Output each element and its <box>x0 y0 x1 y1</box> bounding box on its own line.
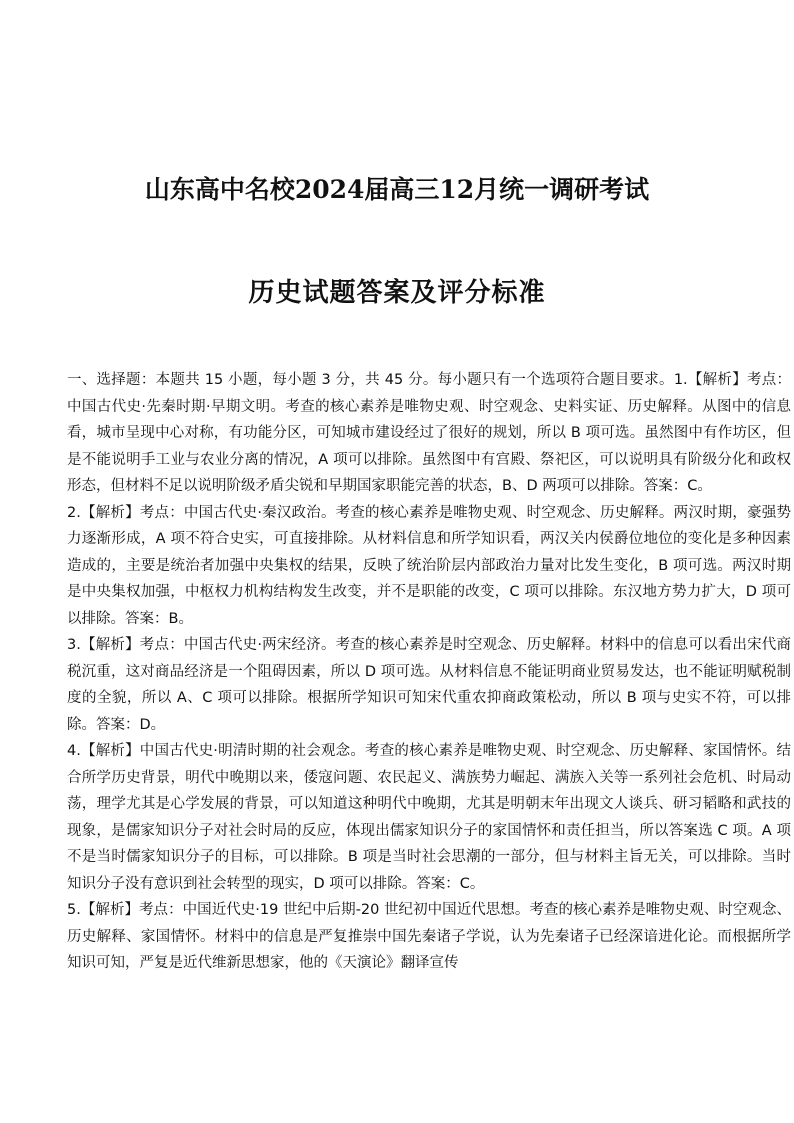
answer-paragraph-3: 3.【解析】考点：中国古代史·两宋经济。考查的核心素养是时空观念、历史解释。材料中的信息可以看出宋代商税沉重，这对商品经济是一个阻碍因素，所以 D 项可选。从材料信息不能证明商业贸易发达，也不能证明赋税制度的全貌，所以 A、C 项可以排除。根据所学知识可知宋代重农抑商政策松动，所以 B 项与史实不符，可以排除。答案：D。 <box>67 637 791 733</box>
answer-paragraph-2: 2.【解析】考点：中国古代史·秦汉政治。考查的核心素养是唯物史观、时空观念、历史解释。两汉时期，豪强势力逐渐形成，A 项不符合史实，可直接排除。从材料信息和所学知识看，两汉关内侯爵位地位的变化是多种因素造成的，主要是统治者加强中央集权的结果，反映了统治阶层内部政治力量对比发生变化，B 项可选。两汉时期是中央集权加强，中枢权力机构结构发生改变，并不是职能的改变，C 项可以排除。东汉地方势力扩大，D 项可以排除。答案：B。 <box>67 504 791 627</box>
answer-paragraph-5: 5.【解析】考点：中国近代史·19 世纪中后期-20 世纪初中国近代思想。考查的核心素养是唯物史观、时空观念、历史解释、家国情怀。材料中的信息是严复推崇中国先秦诸子学说，认为先秦诸子已经深谙进化论。而根据所学知识可知，严复是近代维新思想家，他的《天演论》翻译宣传 <box>67 902 791 971</box>
answer-body <box>67 367 791 977</box>
document-title: 山东高中名校2024届高三12月统一调研考试 <box>144 175 650 204</box>
answer-paragraph-1: 一、选择题：本题共 15 小题，每小题 3 分，共 45 分。每小题只有一个选项符合题目要求。1.【解析】考点：中国古代史·先秦时期·早期文明。考查的核心素养是唯物史观、时空观念、史料实证、历史解释。从图中的信息看，城市呈现中心对称，有功能分区，可知城市建设经过了很好的规划，所以 B 项可选。虽然图中有作坊区，但是不能说明手工业与农业分离的情况，A 项可以排除。虽然图中有宫殿、祭祀区，可以说明具有阶级分化和政权形态，但材料不足以说明阶级矛盾尖锐和早期国家职能完善的状态，B、D 两项可以排除。答案：C。 <box>67 372 791 494</box>
answer-paragraph-4: 4.【解析】中国古代史·明清时期的社会观念。考查的核心素养是唯物史观、时空观念、历史解释、家国情怀。结合所学历史背景，明代中晚期以来，倭寇问题、农民起义、满族势力崛起、满族入关等一系列社会危机、时局动荡，理学尤其是心学发展的背景，可以知道这种明代中晚期，尤其是明朝末年出现文人谈兵、研习韬略和武技的现象，是儒家知识分子对社会时局的反应，体现出儒家知识分子的家国情怀和责任担当，所以答案选 C 项。A 项不是当时儒家知识分子的目标，可以排除。B 项是当时社会思潮的一部分，但与材料主旨无关，可以排除。当时知识分子没有意识到社会转型的现实，D 项可以排除。答案：C。 <box>67 743 791 892</box>
document-subtitle: 历史试题答案及评分标准 <box>248 278 546 308</box>
